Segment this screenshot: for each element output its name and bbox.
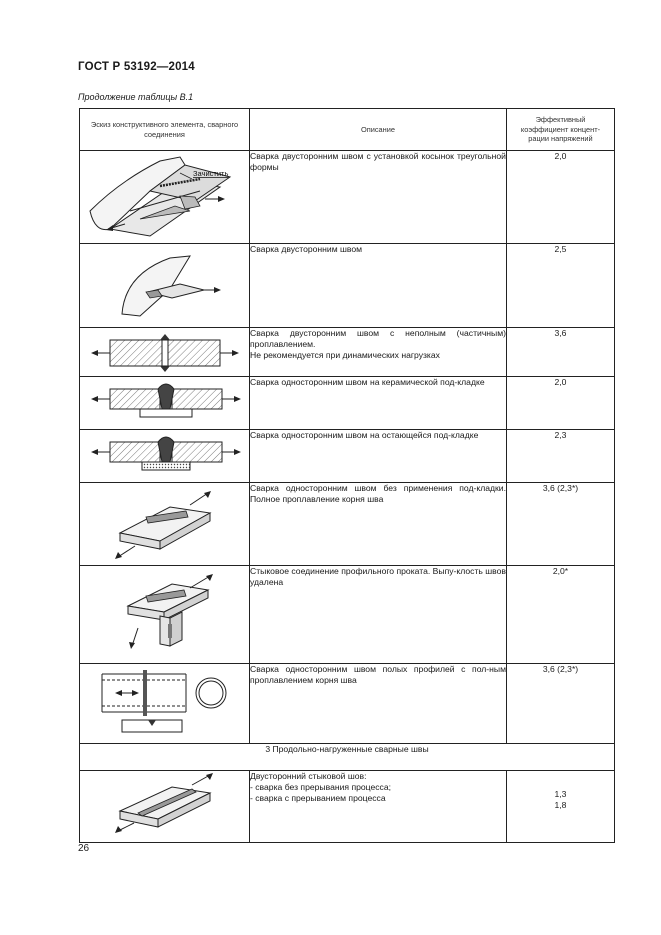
table-section-row	[80, 744, 615, 771]
table-row	[80, 566, 615, 664]
table-row	[80, 430, 615, 483]
sketch-double-sided-weld	[80, 244, 250, 328]
row-coefficient: 2,0	[507, 151, 615, 244]
row-description	[250, 771, 507, 843]
table-row	[80, 664, 615, 744]
hollow-profile-sketch	[80, 664, 250, 743]
header-description: Описание	[250, 109, 507, 151]
row-description: Сварка двусторонним швом с установкой косынок треугольной формы	[250, 151, 507, 244]
sketch-label-clean: Зачистить	[193, 169, 229, 178]
row-coefficient: 2,3	[507, 430, 615, 483]
row-coefficient-value: 1,8	[554, 800, 567, 810]
row-description: Сварка односторонним швом полых профилей с пол-ным проплавлением корня шва	[250, 664, 507, 744]
row-coefficient: 3,6	[507, 328, 615, 377]
row-description-note: Не рекомендуется при динамических нагрузках	[250, 350, 440, 360]
sketch-partial-penetration	[80, 328, 250, 377]
table-row	[80, 328, 615, 377]
row-description	[250, 328, 507, 377]
sketch-ceramic-backing	[80, 377, 250, 430]
row-description: Стыковое соединение профильного проката. Выпу-клость швов удалена	[250, 566, 507, 664]
row-description: Сварка односторонним швом без применения под-кладки. Полное проплавление корня шва	[250, 483, 507, 566]
row-coefficient: 2,0	[507, 377, 615, 430]
row-description-main: Сварка двусторонним швом с неполным (частичным) проплавлением.	[250, 328, 506, 349]
table-row	[80, 151, 615, 244]
sketch-longitudinal-butt	[80, 771, 250, 843]
standard-title: ГОСТ Р 53192—2014	[78, 61, 195, 73]
stress-concentration-table	[79, 108, 615, 843]
ceramic-backing-sketch	[80, 377, 250, 429]
table-row	[80, 244, 615, 328]
table-row	[80, 483, 615, 566]
header-coefficient: Эффективный коэффициент концент-рации напряжений	[507, 109, 615, 151]
longitudinal-butt-sketch	[80, 771, 250, 842]
row-description: Сварка двусторонним швом	[250, 244, 507, 328]
row-description-intro: Двусторонний стыковой шов:	[250, 771, 367, 781]
row-description: Сварка односторонним швом на керамической под-кладке	[250, 377, 507, 430]
row-coefficient: 3,6 (2,3*)	[507, 664, 615, 744]
row-coefficient	[507, 771, 615, 843]
row-description-item: - сварка без прерывания процесса;	[250, 782, 392, 792]
page-number: 26	[78, 843, 90, 854]
row-description: Сварка односторонним швом на остающейся под-кладке	[250, 430, 507, 483]
table-row	[80, 771, 615, 843]
header-sketch: Эскиз конструктивного элемента, сварного соединения	[80, 109, 250, 151]
remaining-backing-sketch	[80, 430, 250, 482]
sketch-hollow-profile	[80, 664, 250, 744]
table-caption: Продолжение таблицы В.1	[78, 92, 194, 102]
sketch-no-backing	[80, 483, 250, 566]
table-header-row	[80, 109, 615, 151]
row-coefficient-value: 1,3	[554, 789, 567, 799]
row-description-item: - сварка с прерыванием процесса	[250, 793, 386, 803]
row-coefficient: 3,6 (2,3*)	[507, 483, 615, 566]
sketch-remaining-backing	[80, 430, 250, 483]
gusset-weld-sketch	[80, 151, 250, 243]
double-sided-weld-sketch	[80, 244, 250, 327]
profile-butt-sketch	[80, 566, 250, 663]
no-backing-sketch	[80, 483, 250, 565]
partial-penetration-sketch	[80, 328, 250, 376]
row-coefficient: 2,5	[507, 244, 615, 328]
sketch-gusset-weld	[80, 151, 250, 244]
section-title: 3 Продольно-нагруженные сварные швы	[80, 744, 615, 771]
sketch-profile-butt	[80, 566, 250, 664]
table-row	[80, 377, 615, 430]
row-coefficient: 2,0*	[507, 566, 615, 664]
